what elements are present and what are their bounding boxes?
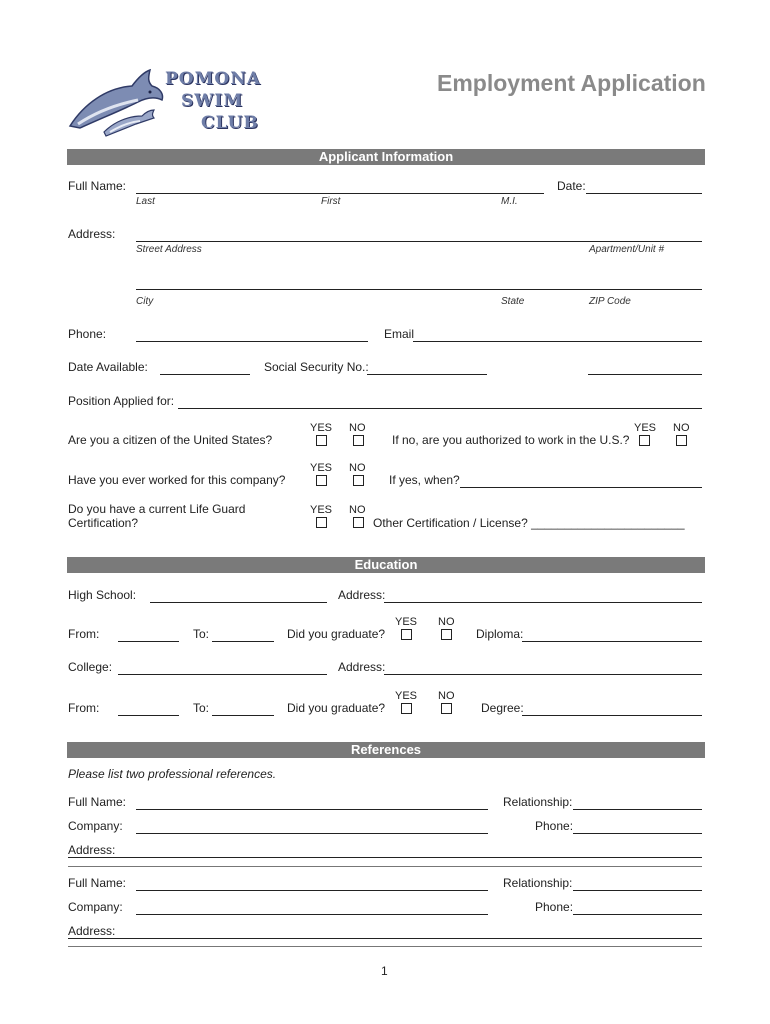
authorized-no-checkbox[interactable] [676, 435, 687, 446]
hs-no-checkbox[interactable] [441, 629, 452, 640]
degree-label: Degree: [481, 701, 524, 715]
ref2-relationship-field[interactable] [573, 890, 702, 891]
apartment-hint: Apartment/Unit # [589, 244, 665, 255]
zip-hint: ZIP Code [589, 296, 631, 307]
ref2-company-field[interactable] [136, 914, 488, 915]
ref2-address-field[interactable] [68, 938, 702, 939]
college-no-label: NO [438, 690, 455, 702]
page-number: 1 [381, 964, 388, 978]
city-hint: City [136, 296, 154, 307]
full-name-label: Full Name: [68, 179, 127, 193]
lifeguard-question-line1: Do you have a current Life Guard [68, 502, 246, 516]
ref2-divider [68, 946, 702, 947]
date-available-field[interactable] [160, 374, 250, 375]
college-from-label: From: [68, 701, 100, 715]
ref1-relationship-field[interactable] [573, 809, 702, 810]
hs-graduate-question: Did you graduate? [287, 627, 386, 641]
position-field[interactable] [178, 408, 702, 409]
ref1-full-name-label: Full Name: [68, 795, 127, 809]
ref2-relationship-label: Relationship: [503, 876, 573, 890]
logo-line-2: SWIM [181, 91, 244, 111]
hs-address-label: Address: [338, 588, 386, 602]
hs-to-label: To: [193, 627, 210, 641]
hs-address-field[interactable] [384, 602, 702, 603]
high-school-field[interactable] [150, 602, 327, 603]
lifeguard-no-label: NO [349, 504, 366, 516]
phone-field[interactable] [136, 341, 368, 342]
street-hint: Street Address [136, 244, 202, 255]
ref1-address-field[interactable] [68, 857, 702, 858]
extra-field[interactable] [588, 374, 702, 375]
when-label: If yes, when? [389, 473, 460, 487]
section-header-references: References [67, 742, 705, 758]
ref2-phone-field[interactable] [573, 914, 702, 915]
ref2-full-name-field[interactable] [136, 890, 488, 891]
worked-yes-label: YES [310, 462, 333, 474]
position-label: Position Applied for: [68, 394, 175, 408]
citizen-no-label: NO [349, 422, 366, 434]
worked-no-checkbox[interactable] [353, 475, 364, 486]
hs-from-label: From: [68, 627, 100, 641]
ref1-phone-label: Phone: [535, 819, 574, 833]
page-title: Employment Application [437, 70, 706, 96]
citizen-no-checkbox[interactable] [353, 435, 364, 446]
ref2-full-name-label: Full Name: [68, 876, 127, 890]
state-hint: State [501, 296, 525, 307]
ref1-phone-field[interactable] [573, 833, 702, 834]
date-available-label: Date Available: [68, 360, 148, 374]
date-label: Date: [557, 179, 586, 193]
ref2-phone-label: Phone: [535, 900, 574, 914]
lifeguard-question-line2: Certification? [68, 516, 139, 530]
date-field[interactable] [586, 193, 702, 194]
authorized-yes-checkbox[interactable] [639, 435, 650, 446]
ssn-label: Social Security No.: [264, 360, 369, 374]
logo-line-1: POMONA [165, 69, 261, 89]
college-address-label: Address: [338, 660, 386, 674]
references-instruction: Please list two professional references. [68, 767, 277, 781]
worked-yes-checkbox[interactable] [316, 475, 327, 486]
ref1-company-field[interactable] [136, 833, 488, 834]
citizen-yes-label: YES [310, 422, 333, 434]
city-state-zip-field[interactable] [136, 289, 702, 290]
other-certification-label: Other Certification / License? _______________________ [373, 516, 685, 530]
college-yes-label: YES [395, 690, 418, 702]
address-label: Address: [68, 227, 116, 241]
logo-wordmark [165, 68, 261, 134]
high-school-label: High School: [68, 588, 137, 602]
email-label: Email [384, 327, 415, 341]
college-no-checkbox[interactable] [441, 703, 452, 714]
ref1-full-name-field[interactable] [136, 809, 488, 810]
ref1-relationship-label: Relationship: [503, 795, 573, 809]
college-label: College: [68, 660, 113, 674]
college-address-field[interactable] [384, 674, 702, 675]
college-graduate-question: Did you graduate? [287, 701, 386, 715]
ssn-field[interactable] [367, 374, 487, 375]
citizen-question: Are you a citizen of the United States? [68, 433, 273, 447]
hs-no-label: NO [438, 616, 455, 628]
full-name-field[interactable] [136, 193, 544, 194]
email-field[interactable] [413, 341, 702, 342]
logo-line-3: CLUB [201, 113, 259, 133]
college-from-field[interactable] [118, 715, 179, 716]
lifeguard-yes-checkbox[interactable] [316, 517, 327, 528]
lifeguard-no-checkbox[interactable] [353, 517, 364, 528]
ref2-company-label: Company: [68, 900, 123, 914]
section-header-education: Education [67, 557, 705, 573]
dolphin-logo-icon [66, 66, 166, 138]
hs-to-field[interactable] [212, 641, 274, 642]
diploma-field[interactable] [522, 641, 702, 642]
worked-question: Have you ever worked for this company? [68, 473, 286, 487]
college-yes-checkbox[interactable] [401, 703, 412, 714]
ref1-address-label: Address: [68, 843, 116, 857]
lifeguard-yes-label: YES [310, 504, 333, 516]
hs-yes-checkbox[interactable] [401, 629, 412, 640]
section-header-applicant: Applicant Information [67, 149, 705, 165]
street-address-field[interactable] [136, 241, 702, 242]
ref1-divider [68, 866, 702, 867]
first-hint: First [321, 196, 341, 207]
college-to-field[interactable] [212, 715, 274, 716]
last-hint: Last [136, 196, 155, 207]
authorized-question: If no, are you authorized to work in the U.S.? [392, 433, 630, 447]
citizen-yes-checkbox[interactable] [316, 435, 327, 446]
mi-hint: M.I. [501, 196, 518, 207]
college-to-label: To: [193, 701, 210, 715]
hs-from-field[interactable] [118, 641, 179, 642]
degree-field[interactable] [522, 715, 702, 716]
when-field[interactable] [460, 487, 702, 488]
ref2-address-label: Address: [68, 924, 116, 938]
phone-label: Phone: [68, 327, 107, 341]
worked-no-label: NO [349, 462, 366, 474]
college-field[interactable] [118, 674, 327, 675]
authorized-yes-label: YES [634, 422, 657, 434]
ref1-company-label: Company: [68, 819, 123, 833]
diploma-label: Diploma: [476, 627, 524, 641]
authorized-no-label: NO [673, 422, 690, 434]
hs-yes-label: YES [395, 616, 418, 628]
